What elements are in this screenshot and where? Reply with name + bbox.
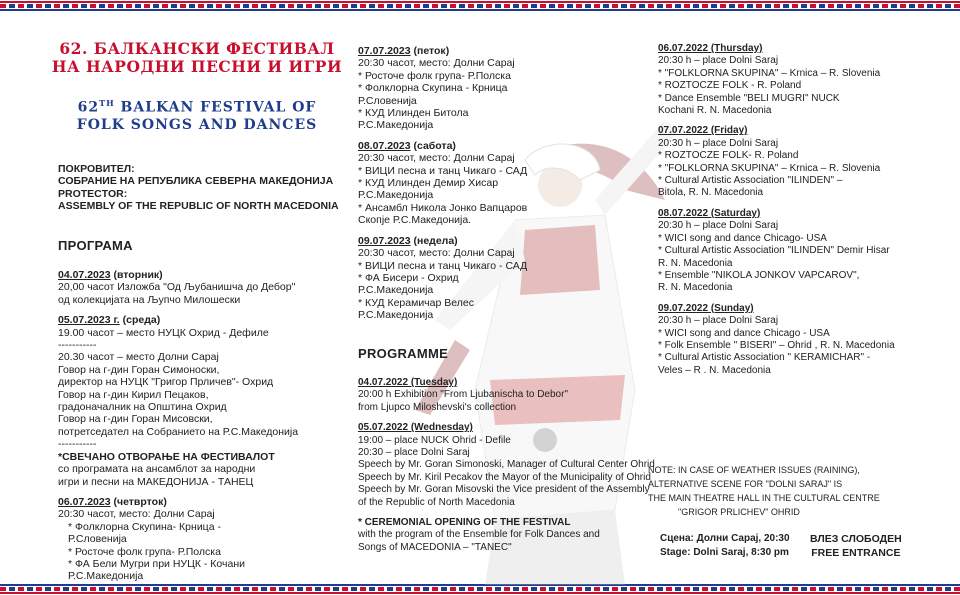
programa-heading: ПРОГРАМА	[58, 238, 133, 253]
weather-note: NOTE: IN CASE OF WEATHER ISSUES (RAINING), ALTERNATIVE SCENE FOR "DOLNI SARAJ" IS THE MAIN THEATRE HALL IN THE CULTURAL CENTRE "GRIGOR PRLICHEV" OHRID	[648, 465, 880, 517]
event-07-07: 07.07.2023 (петок) 20:30 часот, место: Долни Сарај * Росточе фолк група- Р.Полска * Фолклорна Скупина - Крница Р.Словенија * КУД Илинден Битола Р.С.Македонија	[358, 45, 515, 132]
event-04-07: 04.07.2023 (вторник) 20,00 часот Изложба "Од Љубанишча до Дебор" од колекцијата на Љупчо Милошески	[58, 269, 296, 306]
festival-title-en: 62TH BALKAN FESTIVAL OF FOLK SONGS AND DANCES	[76, 98, 318, 133]
ceremonial-opening-en: * CEREMONIAL OPENING OF THE FESTIVAL with the program of the Ensemble for Folk Dances and Songs of MACEDONIA – "TANEC"	[358, 517, 600, 553]
program-column-en-2	[658, 43, 895, 377]
event-en-09-07: 09.07.2022 (Sunday) 20:30 h – place Dolni Saraj * WICI song and dance Chicago - USA * Folk Ensemble " BISERI" – Ohrid , R. N. Macedonia * Cultural Artistic Association " KERAMICHAR" - Veles – R . N. Macedonia	[658, 302, 895, 376]
festival-title-mk: 62. БАЛКАНСКИ ФЕСТИВАЛ НА НАРОДНИ ПЕСНИ И ИГРИ	[51, 39, 343, 76]
event-05-07: 05.07.2023 г. (среда) 19.00 часот – место НУЦК Охрид - Дефиле ----------- 20.30 часот – место Долни Сарај Говор на г-дин Горан Симоноски, директор на НУЦК "Григор Прличев"- Охрид Говор на г-дин Кирил Пецаков, градоначалник на Општина Охрид Говор на г-дин Горан Мисовски, потретседател на Собранието на Р.С.Македонија -----------	[58, 314, 299, 451]
patron-label-mk: ПОКРОВИТЕЛ:	[58, 163, 135, 175]
programme-heading: PROGRAMME	[358, 346, 449, 361]
patron-value-mk: СОБРАНИЕ НА РЕПУБЛИКА СЕВЕРНА МАКЕДОНИЈА	[58, 175, 334, 188]
event-en-04-07: 04.07.2022 (Tuesday) 20:00 h Exhibition "From Ljubanischa to Debor" from Ljupco Miloshevski's collection	[358, 377, 568, 413]
stage-info	[660, 532, 790, 560]
program-column-en-1	[358, 377, 655, 554]
free-entrance: ВЛЕЗ СЛОБОДЕН FREE ENTRANCE	[810, 533, 902, 559]
stage-mk: Сцена: Долни Сарај, 20:30	[660, 533, 790, 544]
patron-label-en: PROTECTOR:	[58, 187, 128, 200]
top-ornament-border	[0, 0, 960, 12]
program-column-mk-1	[58, 269, 298, 583]
event-09-07: 09.07.2023 (недела) 20:30 часот, место: Долни Сарај * ВИЦИ песна и танц Чикаго - САД * ФА Бисери - Охрид Р.С.Македонија * КУД Керамичар Велес Р.С.Македонија	[358, 234, 528, 322]
program-column-mk-2	[358, 45, 527, 322]
event-08-07: 08.07.2023 (сабота) 20:30 часот, место: Долни Сарај * ВИЦИ песна и танц Чикаго - САД * КУД Илинден Демир Хисар Р.С.Македонија * Ансамбл Никола Јонко Вапцаров Скопје Р.С.Македонија.	[358, 139, 528, 227]
opening-ceremony-mk: *СВЕЧАНО ОТВОРАЊЕ НА ФЕСТИВАЛОТ со програмата на ансамблот за народни игри и песни на МАКЕДОНИЈА - ТАНЕЦ	[58, 450, 275, 488]
patron-block	[58, 163, 339, 213]
stage-en: Stage: Dolni Saraj, 8:30 pm	[660, 547, 789, 558]
event-en-08-07: 08.07.2022 (Saturday) 20:30 h – place Dolni Saraj * WICI song and dance Chicago- USA * Cultural Artistic Association "ILINDEN" Demir Hisar R. N. Macedonia * Ensemble "NIKOLA JONKOV VAPCAROV", R. N. Macedonia	[658, 207, 890, 294]
event-06-07: 06.07.2023 (четврток) 20:30 часот, место: Долни Сарај * Фолклорна Скупина- Крница - Р.Словенија * Росточе фолк група- Р.Полска * ФА Бели Мугри при НУЦК - Кочани Р.С.Македонија	[58, 495, 246, 583]
patron-value-en: ASSEMBLY OF THE REPUBLIC OF NORTH MACEDONIA	[58, 200, 339, 213]
event-en-07-07: 07.07.2022 (Friday) 20:30 h – place Dolni Saraj * ROZTOCZE FOLK- R. Poland * "FOLKLORNA SKUPINA" – Krnica – R. Slovenia * Cultural Artistic Association "ILINDEN" – Bitola, R. N. Macedonia	[658, 125, 881, 199]
event-en-05-07: 05.07.2022 (Wednesday) 19:00 – place NUCK Ohrid - Defile 20:30 – place Dolni Saraj Speech by Mr. Goran Simonoski, Manager of Cultural Center Ohrid Speech by Mr. Kiril Pecakov the Mayor of the Municipality of Ohrid Speech by Mr. Goran Misovski the Vice president of the Assembly of the Republic of North Macedonia	[358, 422, 655, 508]
event-en-06-07: 06.07.2022 (Thursday) 20:30 h – place Dolni Saraj * "FOLKLORNA SKUPINA" – Krnica – R. Slovenia * ROZTOCZE FOLK - R. Poland * Dance Ensemble "BELI MUGRI" NUCK Kochani R. N. Macedonia	[658, 43, 881, 117]
